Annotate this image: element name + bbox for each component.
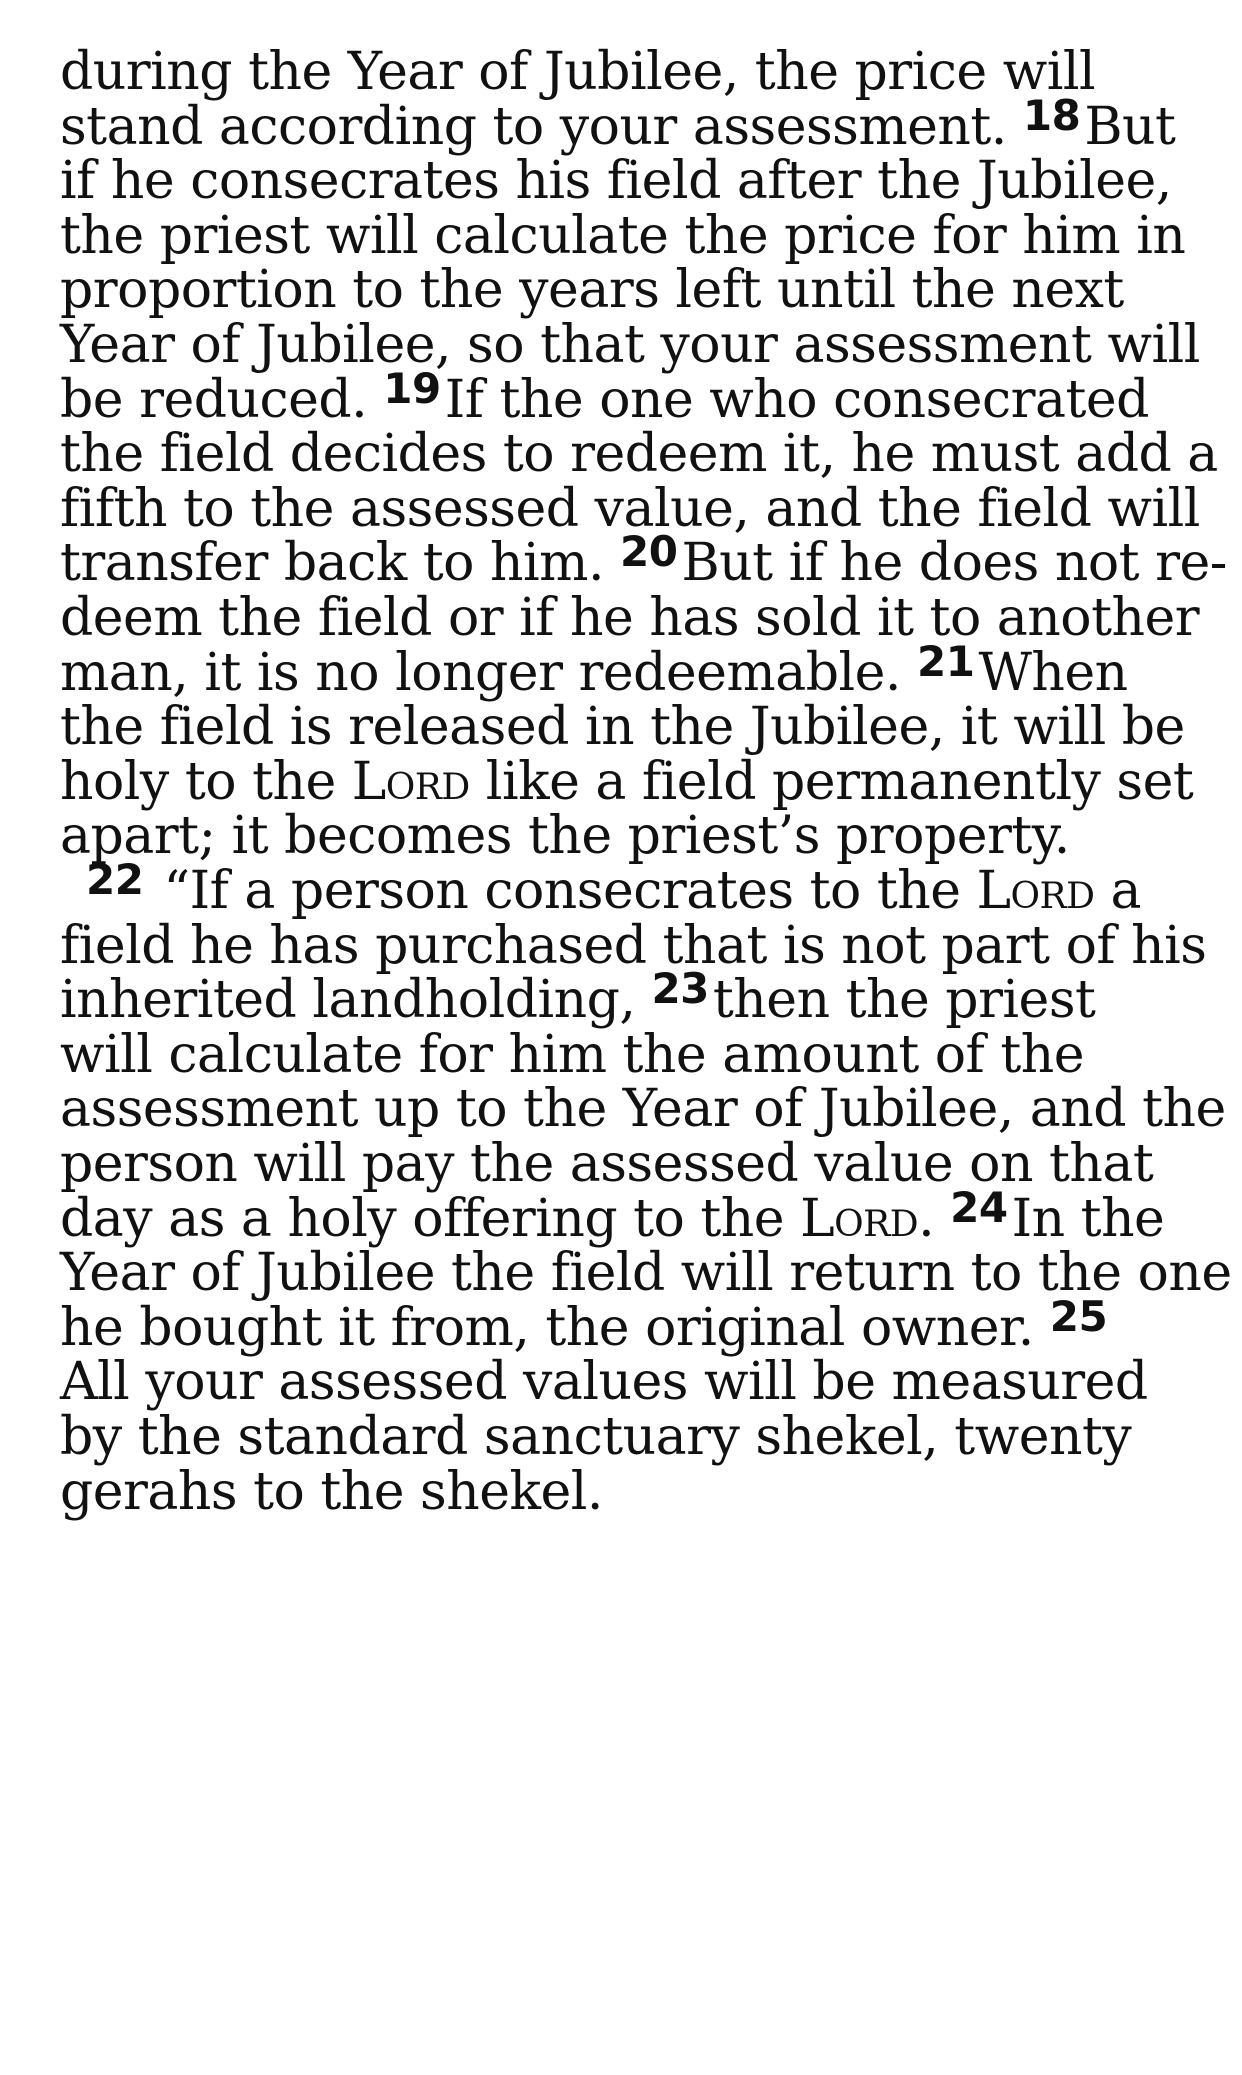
verse-text: a xyxy=(1094,861,1142,921)
verse-text: the field is released in the Jubilee, it will be xyxy=(60,697,1185,758)
verse-text: if he consecrates his field after the Jubilee, xyxy=(60,151,1172,212)
verse-text: the priest will calculate the price for him in xyxy=(60,205,1186,266)
verse-text: assessment up to the Year of Jubilee, and the xyxy=(60,1079,1226,1140)
verse-number: 20 xyxy=(620,527,678,577)
verse-text: gerahs to the shekel. xyxy=(60,1461,603,1522)
verse-text: If the one who consecrated xyxy=(444,369,1149,430)
divine-name: Lord xyxy=(976,861,1095,921)
verse-number: 21 xyxy=(917,636,975,686)
verse-text: be reduced. xyxy=(60,369,384,430)
verse-text: apart; it becomes the priest’s property. xyxy=(60,806,1070,867)
verse-text: But xyxy=(1084,96,1176,157)
verse-number: 19 xyxy=(383,363,441,413)
verse-text: field he has purchased that is not part of his xyxy=(60,915,1207,976)
verse-text: during the Year of Jubilee, the price will xyxy=(60,42,1096,102)
verse-text: by the standard sanctuary shekel, twenty xyxy=(60,1407,1132,1467)
verse-text: person will pay the assessed value on that xyxy=(60,1134,1154,1194)
passage-line xyxy=(60,1456,603,1528)
verse-text: fifth to the assessed value, and the field will xyxy=(60,478,1200,539)
verse-text: . xyxy=(918,1188,951,1249)
divine-name: Lord xyxy=(800,1188,919,1249)
verse-text: In the xyxy=(1011,1188,1165,1249)
verse-text: man, it is no longer redeemable. xyxy=(60,642,917,703)
verse-text: All your assessed values will be measured xyxy=(60,1352,1148,1413)
verse-text: the field decides to redeem it, he must add a xyxy=(60,424,1218,485)
verse-text: transfer back to him. xyxy=(60,533,621,594)
verse-text: then the priest xyxy=(712,970,1096,1031)
verse-text: he bought it from, the original owner. xyxy=(60,1297,1050,1358)
verse-text: proportion to the years left until the next xyxy=(60,260,1124,321)
verse-number: 24 xyxy=(950,1182,1008,1232)
verse-text: When xyxy=(978,642,1128,703)
verse-text: day as a holy offering to the xyxy=(60,1188,801,1249)
verse-text: But if he does not re- xyxy=(681,533,1227,594)
verse-text: deem the field or if he has sold it to another xyxy=(60,588,1200,648)
verse-number: 18 xyxy=(1022,90,1081,140)
verse-text: will calculate for him the amount of the xyxy=(60,1024,1084,1085)
verse-text: Year of Jubilee, so that your assessment will xyxy=(60,315,1200,375)
verse-text: inherited landholding, xyxy=(60,970,652,1031)
verse-text: “If a person consecrates to the xyxy=(147,861,977,921)
verse-text: like a field permanently set xyxy=(469,751,1194,812)
verse-number: 22 xyxy=(86,855,144,904)
divine-name: Lord xyxy=(351,751,470,812)
verse-number: 25 xyxy=(1049,1291,1108,1341)
verse-text: Year of Jubilee the field will return to the one xyxy=(60,1243,1232,1304)
verse-text: stand according to your assessment. xyxy=(60,96,1023,157)
verse-text: holy to the xyxy=(60,751,352,812)
verse-number: 23 xyxy=(651,964,709,1014)
